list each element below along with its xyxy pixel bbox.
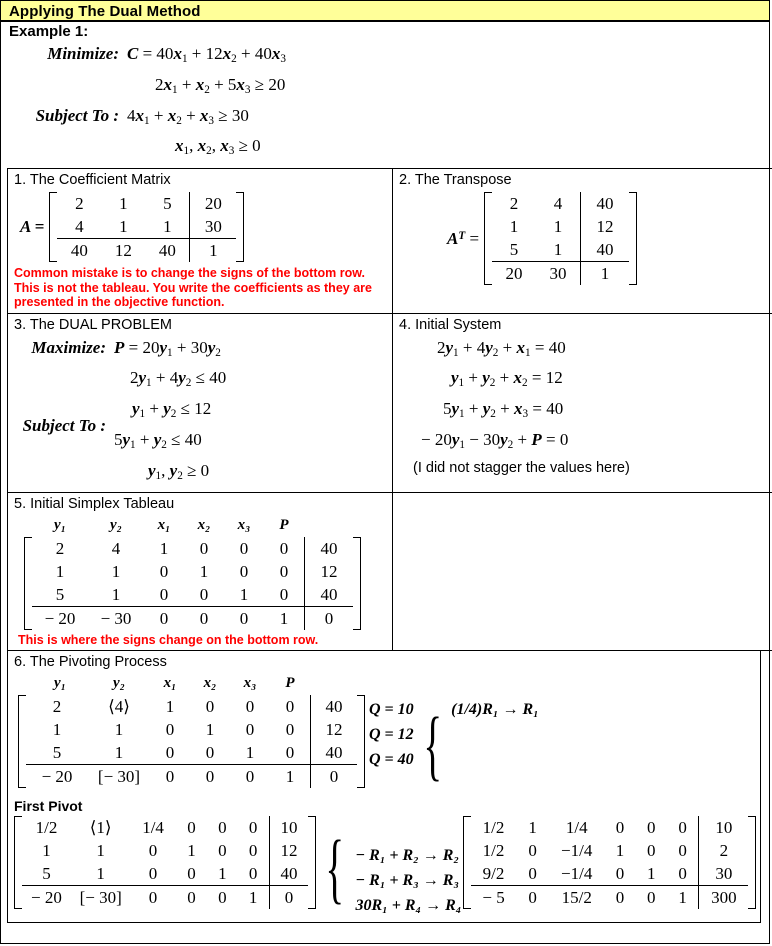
matrix-cell: 0 — [615, 818, 625, 838]
matrix-cell: 12 — [269, 839, 308, 862]
quotient-column — [365, 695, 414, 772]
matrix-cell: 0 — [187, 864, 196, 884]
matrix-cell: 40 — [305, 583, 354, 607]
matrix-cell: 1 — [647, 864, 656, 884]
matrix-row — [22, 839, 309, 862]
matrix-row — [471, 862, 749, 886]
page-title: Applying The Dual Method — [1, 1, 769, 22]
tableau-header: x₃ — [237, 516, 251, 533]
matrix-cell: 0 — [248, 818, 258, 838]
matrix-cell: 0 — [199, 538, 209, 558]
matrix-cell: 1 — [553, 240, 563, 260]
matrix-cell: 0 — [148, 841, 158, 861]
constraint-row-3 — [7, 133, 769, 164]
matrix-cell: 1 — [119, 194, 128, 214]
matrix-cell: 0 — [150, 765, 190, 789]
matrix-cell: 0 — [516, 886, 549, 910]
maximize-label: Maximize: — [31, 337, 106, 357]
dual-subject-to-label: Subject To : — [22, 416, 106, 436]
matrix-cell: 1 — [199, 561, 209, 581]
matrix-cell: 40 — [311, 695, 358, 718]
matrix-row — [492, 238, 629, 262]
matrix-cell: 1 — [667, 886, 699, 910]
quotient-2: Q = 12 — [369, 726, 414, 744]
matrix-cell: 40 — [145, 239, 190, 263]
matrix-cell: 10 — [699, 816, 749, 839]
matrix-cell: 1/2 — [35, 818, 58, 838]
first-pivot-block — [14, 816, 756, 922]
tableau-body — [32, 537, 353, 630]
matrix-header-row — [32, 672, 358, 695]
subject-to-row — [7, 103, 769, 134]
matrix-cell: 2 — [699, 839, 749, 862]
bracket-right-icon — [629, 192, 637, 285]
matrix-cell: 1 — [163, 217, 172, 237]
matrix-row — [32, 537, 353, 560]
matrix-a-body — [57, 192, 236, 262]
matrix-cell: 1/4 — [142, 818, 164, 838]
curly-brace-icon: { — [423, 701, 442, 789]
operation-row-3: − R₁ + R₃ → R₃ — [355, 872, 460, 890]
matrix-cell: 0 — [205, 743, 215, 763]
tableau-header: x₁ — [163, 675, 177, 692]
matrix-cell: 0 — [184, 606, 224, 630]
initial-system-equations — [399, 335, 772, 479]
matrix-cell: 0 — [199, 584, 209, 604]
matrix-cell: 300 — [699, 886, 749, 910]
tableau-header: x₃ — [243, 675, 257, 692]
matrix-cell: 0 — [678, 864, 687, 884]
matrix-cell: − 20 — [26, 765, 88, 789]
pivot-body — [26, 695, 357, 788]
system-equation-3: $5y_1 + y_2 + x_3 = 40$ — [443, 399, 564, 421]
matrix-cell: 1 — [528, 818, 537, 838]
matrix-cell: 0 — [279, 538, 289, 558]
matrix-cell: 40 — [581, 192, 630, 215]
matrix-cell: 0 — [165, 720, 175, 740]
matrix-cell: 0 — [604, 886, 635, 910]
first-pivot-left-matrix — [14, 816, 316, 909]
bracket-right-icon — [748, 816, 756, 909]
section-1-warning-note: Common mistake is to change the signs of the bottom row. This is not the tableau. You write the coefficients as they are presented in the objective function. — [14, 266, 372, 310]
matrix-cell: 0 — [636, 886, 667, 910]
pivoting-process-block — [14, 672, 756, 795]
matrix-cell: 20 — [190, 192, 237, 215]
matrix-cell: 40 — [311, 741, 358, 765]
matrix-cell: 0 — [248, 841, 258, 861]
tableau-header: y₁ — [54, 675, 66, 692]
matrix-cell: 4 — [75, 217, 84, 237]
tableau-header: x₁ — [157, 516, 171, 533]
matrix-cell: 9/2 — [482, 864, 505, 884]
matrix-cell: 1 — [218, 864, 227, 884]
matrix-cell: 2 — [509, 194, 519, 214]
section-7-title: First Pivot — [14, 798, 83, 815]
matrix-cell: 2 — [75, 194, 84, 214]
matrix-cell: 1 — [264, 606, 305, 630]
matrix-cell: 1 — [111, 584, 121, 604]
matrix-row — [471, 816, 749, 839]
tableau-header-blank — [310, 672, 358, 695]
matrix-cell: 0 — [245, 720, 255, 740]
matrix-cell: 1 — [509, 217, 519, 237]
matrix-cell: 1 — [96, 864, 105, 884]
matrix-row — [57, 239, 236, 263]
matrix-cell: 1 — [270, 765, 311, 789]
matrix-cell: 2 — [52, 697, 62, 717]
bracket-left-icon — [24, 537, 32, 630]
matrix-cell: 1 — [111, 561, 121, 581]
matrix-row — [492, 262, 629, 286]
matrix-cell: 0 — [678, 841, 687, 861]
minimize-label: Minimize: — [47, 44, 119, 63]
matrix-cell: 1/2 — [482, 841, 505, 861]
section-4-note: (I did not stagger the values here) — [413, 459, 630, 476]
tableau-header: P — [285, 675, 295, 692]
matrix-cell: 5 — [509, 240, 519, 260]
initial-simplex-tableau — [14, 514, 388, 648]
matrix-cell: 40 — [581, 238, 630, 262]
table-row — [8, 313, 772, 492]
dual-constraint-1: $2y_1 + 4y_2 \le 40$ — [130, 368, 227, 390]
quotient-1: Q = 10 — [369, 701, 414, 719]
operation-row-1 — [355, 818, 461, 843]
matrix-cell: 0 — [165, 743, 175, 763]
brace-group-7 — [316, 816, 353, 920]
matrix-row — [57, 192, 236, 215]
matrix-cell: − 5 — [471, 886, 516, 910]
matrix-cell: 0 — [647, 818, 656, 838]
matrix-cell: 1 — [159, 538, 169, 558]
matrix-cell: 0 — [305, 606, 354, 630]
system-equation-2: $y_1 + y_2 + x_2 = 12$ — [451, 368, 563, 390]
tableau-headers — [32, 514, 352, 537]
maximize-row — [14, 335, 388, 366]
tableau-header-blank — [304, 514, 352, 537]
table-row — [8, 492, 772, 651]
matrix-cell: 10 — [269, 816, 308, 839]
matrix-cell: 1 — [114, 743, 124, 763]
pivot-matrix — [18, 695, 365, 788]
matrix-row — [26, 718, 357, 741]
matrix-cell: 12 — [581, 215, 630, 238]
matrix-cell-pivot-col: [− 30] — [88, 765, 150, 789]
matrix-cell: 0 — [528, 841, 537, 861]
matrix-cell: 1 — [553, 217, 563, 237]
matrix-cell-pivot: ⟨1⟩ — [89, 818, 112, 838]
matrix-row — [471, 839, 749, 862]
matrix-row — [22, 862, 309, 886]
matrix-row — [492, 215, 629, 238]
quotient-3: Q = 40 — [369, 751, 414, 769]
cell-transpose — [393, 169, 772, 314]
matrix-row — [26, 695, 357, 718]
matrix-cell: 0 — [279, 561, 289, 581]
table-row — [8, 169, 772, 314]
matrix-cell: 12 — [305, 560, 354, 583]
dual-constraint-3: $5y_1 + y_2 \le 40$ — [114, 430, 202, 451]
matrix-cell: 0 — [230, 765, 270, 789]
bracket-right-icon — [353, 537, 361, 630]
matrix-cell: 1 — [187, 841, 196, 861]
matrix-row — [26, 741, 357, 765]
section-5-note: This is where the signs change on the bottom row. — [18, 632, 319, 647]
constraint-3: $x_1$, $x_2$, $x_3 \ge 0$ — [175, 136, 261, 158]
matrix-cell: 0 — [176, 886, 207, 910]
matrix-cell: 0 — [279, 584, 289, 604]
row-operation-6 — [451, 695, 539, 722]
matrix-cell: 1 — [239, 584, 249, 604]
section-6-title: 6. The Pivoting Process — [14, 654, 167, 671]
matrix-cell: 0 — [239, 561, 249, 581]
matrix-cell: 0 — [285, 743, 295, 763]
matrix-cell: 5 — [55, 584, 65, 604]
matrix-cell: 1 — [52, 720, 62, 740]
matrix-cell-pivot: ⟨4⟩ — [108, 697, 130, 717]
matrix-cell: 1 — [615, 841, 625, 861]
cell-initial-system — [393, 313, 772, 492]
first-pivot-operations — [353, 816, 461, 918]
matrix-cell: 1 — [165, 697, 175, 717]
matrix-cell: −1/4 — [561, 841, 593, 861]
matrix-header-row — [32, 514, 352, 537]
bracket-right-icon — [357, 695, 365, 788]
coefficient-matrix — [20, 192, 388, 262]
matrix-cell: 4 — [111, 538, 121, 558]
dual-constraint-2: $y_1 + y_2 \le 12$ — [132, 399, 212, 421]
matrix-cell: 4 — [553, 194, 563, 214]
matrix-cell: 0 — [248, 864, 258, 884]
operation-row-4: 30R₁ + R₄ → R₄ — [355, 897, 462, 915]
tableau-header: x₂ — [197, 516, 211, 533]
matrix-cell: 15/2 — [549, 886, 604, 910]
matrix-cell: 1 — [245, 743, 255, 763]
constraint-2: $4x_1 + x_2 + x_3 \ge 30$ — [127, 105, 249, 127]
matrix-cell: 0 — [218, 841, 227, 861]
matrix-cell: 0 — [187, 818, 196, 838]
matrix-cell: 12 — [311, 718, 358, 741]
matrix-cell: 0 — [528, 864, 537, 884]
dual-constraint-4: $y_1$, $y_2 \ge 0$ — [148, 460, 210, 482]
transpose-matrix — [447, 192, 772, 285]
pivot-row-group — [18, 695, 756, 795]
bracket-right-icon — [236, 192, 244, 262]
matrix-cell: 1 — [190, 239, 237, 263]
cell-dual-problem — [8, 313, 393, 492]
tableau-header: P — [279, 516, 289, 533]
matrix-cell: 0 — [207, 886, 238, 910]
dual-problem-equations — [14, 335, 388, 489]
dual-objective: $P = 20y_1 + 30y_2$ — [114, 337, 221, 359]
bracket-left-icon — [49, 192, 57, 262]
matrix-cell: 0 — [269, 886, 308, 910]
dual-constraints-list — [114, 396, 211, 458]
first-pivot-left-body — [22, 816, 309, 909]
system-equation-4: − $20y_1 - 30y_2 + P = 0$ — [421, 430, 569, 451]
matrix-cell: − 20 — [32, 606, 88, 630]
matrix-row — [26, 765, 357, 789]
tableau-header: y₂ — [113, 675, 125, 692]
matrix-row — [22, 886, 309, 910]
matrix-cell: 40 — [269, 862, 308, 886]
example-label: Example 1: — [9, 23, 89, 40]
matrix-cell: 1 — [238, 886, 269, 910]
bracket-right-icon — [308, 816, 316, 909]
matrix-cell: 0 — [239, 538, 249, 558]
bracket-left-icon — [18, 695, 26, 788]
pivot-headers — [32, 672, 358, 695]
tableau-header: y₁ — [54, 516, 66, 533]
matrix-cell: 1 — [42, 841, 51, 861]
matrix-cell: −1/4 — [561, 864, 593, 884]
matrix-cell: 1 — [581, 262, 630, 286]
matrix-cell: 5 — [163, 194, 172, 214]
system-equation-1: $2y_1 + 4y_2 + x_1 = 40$ — [437, 337, 566, 359]
section-4-title: 4. Initial System — [399, 316, 502, 333]
objective-function: $C = 40x_1 + 12x_2 + 40x_3$ — [127, 44, 286, 65]
matrix-cell: 0 — [615, 864, 625, 884]
tableau-header: y₂ — [110, 516, 122, 533]
matrix-cell: 0 — [159, 561, 169, 581]
cell-initial-tableau — [8, 492, 393, 651]
section-2-title: 2. The Transpose — [399, 172, 512, 189]
matrix-cell: 1 — [114, 720, 124, 740]
matrix-cell: 0 — [245, 697, 255, 717]
matrix-cell: 0 — [190, 765, 230, 789]
matrix-cell: 1/2 — [482, 818, 505, 838]
first-pivot-right-matrix — [463, 816, 756, 909]
matrix-cell: 0 — [159, 584, 169, 604]
matrix-row — [32, 560, 353, 583]
bracket-left-icon — [463, 816, 471, 909]
dual-constraint-row-1 — [14, 365, 388, 396]
matrix-cell: 1/4 — [565, 818, 588, 838]
section-3-title: 3. The DUAL PROBLEM — [14, 316, 172, 333]
primal-problem-block — [1, 22, 769, 164]
curly-brace-icon: { — [325, 824, 345, 912]
matrix-label-at: $A^T$ = — [447, 228, 480, 248]
matrix-cell: 1 — [96, 841, 105, 861]
section-1-title: 1. The Coefficient Matrix — [14, 172, 171, 189]
tableau-matrix — [24, 537, 388, 630]
matrix-cell: 12 — [101, 239, 145, 263]
matrix-row — [57, 215, 236, 239]
matrix-cell: 5 — [52, 743, 62, 763]
matrix-cell: − 20 — [22, 886, 72, 910]
bracket-left-icon — [484, 192, 492, 285]
matrix-cell: 20 — [492, 262, 536, 286]
subject-to-group — [14, 396, 388, 458]
matrix-cell: 1 — [55, 561, 65, 581]
matrix-label-a: A = — [20, 217, 45, 237]
matrix-row — [32, 606, 353, 630]
section-6-container — [7, 651, 761, 923]
matrix-row — [22, 816, 309, 839]
operation-row-2: − R₁ + R₂ → R₂ — [355, 847, 460, 865]
bracket-left-icon — [14, 816, 22, 909]
matrix-row — [471, 886, 749, 910]
matrix-cell: 0 — [130, 886, 176, 910]
matrix-cell: 0 — [205, 697, 215, 717]
constraint-1: $2x_1 + x_2 + 5x_3 \ge 20$ — [155, 74, 286, 96]
steps-table — [7, 168, 772, 651]
matrix-cell: 40 — [305, 537, 354, 560]
subject-to-label: Subject To : — [35, 105, 119, 125]
matrix-cell: 30 — [190, 215, 237, 239]
matrix-row — [32, 583, 353, 607]
tableau-header: x₂ — [203, 675, 217, 692]
matrix-cell: 30 — [699, 862, 749, 886]
operation-label: (1/4)R₁ → R₁ — [451, 701, 539, 719]
matrix-cell: 0 — [285, 720, 295, 740]
matrix-cell: − 30 — [88, 606, 144, 630]
matrix-cell: 0 — [144, 606, 184, 630]
matrix-cell: 0 — [647, 841, 656, 861]
matrix-cell-pivot-col: [− 30] — [71, 886, 130, 910]
section-5-title: 5. Initial Simplex Tableau — [14, 495, 175, 512]
matrix-cell: 0 — [311, 765, 358, 789]
matrix-cell: 0 — [218, 818, 227, 838]
matrix-cell: 0 — [285, 697, 295, 717]
cell-coefficient-matrix — [8, 169, 393, 314]
cell-empty — [393, 492, 772, 651]
first-pivot-right-body — [471, 816, 749, 909]
matrix-cell: 2 — [55, 538, 65, 558]
matrix-cell: 1 — [119, 217, 128, 237]
matrix-cell: 0 — [148, 864, 158, 884]
dual-constraint-row-4 — [14, 458, 388, 489]
constraint-row-1 — [7, 72, 769, 103]
matrix-cell: 30 — [536, 262, 581, 286]
matrix-cell: 0 — [678, 818, 687, 838]
minimize-row — [7, 41, 769, 72]
matrix-row — [492, 192, 629, 215]
matrix-cell: 0 — [224, 606, 264, 630]
matrix-cell: 1 — [205, 720, 215, 740]
matrix-cell: 5 — [42, 864, 51, 884]
brace-group-6 — [414, 695, 451, 795]
matrix-at-body — [492, 192, 629, 285]
matrix-cell: 40 — [57, 239, 101, 263]
